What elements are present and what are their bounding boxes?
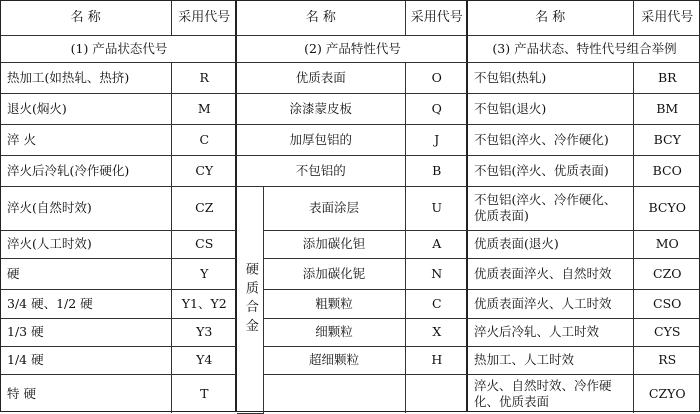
row-code: N — [405, 258, 468, 289]
row-name: 1/4 硬 — [1, 346, 171, 374]
row-name: 表面涂层 — [263, 186, 405, 230]
row-code: RS — [633, 346, 700, 374]
row-name: 添加碳化铌 — [263, 258, 405, 289]
panel-combination-examples — [467, 0, 700, 412]
row-name: 超细颗粒 — [263, 346, 405, 374]
row-name: 不包铝(退火) — [468, 93, 633, 124]
row-name: 优质表面淬火、自然时效 — [468, 258, 633, 289]
row-code: Y — [171, 258, 237, 289]
row-name: 加厚包铝的 — [237, 124, 405, 155]
panel-feature-codes — [236, 0, 467, 412]
row-name: 细颗粒 — [263, 318, 405, 346]
row-name: 不包铝(热轧) — [468, 62, 633, 93]
row-code: Q — [405, 93, 468, 124]
row-name: 1/3 硬 — [1, 318, 171, 346]
row-name: 淬火后冷轧、人工时效 — [468, 318, 633, 346]
row-name: 不包铝(淬火、优质表面) — [468, 155, 633, 186]
row-name: 热加工、人工时效 — [468, 346, 633, 374]
row-code: BR — [633, 62, 700, 93]
row-name: 添加碳化钽 — [263, 230, 405, 258]
row-name: 热加工(如热轧、热挤) — [1, 62, 171, 93]
row-code: CSO — [633, 289, 700, 318]
row-code: O — [405, 62, 468, 93]
group-label-hard-alloy: 硬质合金 — [237, 186, 263, 413]
row-name: 退火(焖火) — [1, 93, 171, 124]
row-name: 特 硬 — [1, 374, 171, 413]
row-name: 淬火(人工时效) — [1, 230, 171, 258]
row-name: 粗颗粒 — [263, 289, 405, 318]
row-name: 3/4 硬、1/2 硬 — [1, 289, 171, 318]
header-name: 名 称 — [1, 1, 171, 35]
empty-cell — [405, 374, 468, 413]
row-code: R — [171, 62, 237, 93]
section-title: (3) 产品状态、特性代号组合举例 — [468, 35, 700, 62]
header-code: 采用代号 — [633, 1, 700, 35]
row-code: A — [405, 230, 468, 258]
section-title: (1) 产品状态代号 — [1, 35, 237, 62]
row-code: T — [171, 374, 237, 413]
row-name: 不包铝的 — [237, 155, 405, 186]
panel-state-codes — [0, 0, 236, 412]
row-name: 淬火后冷轧(冷作硬化) — [1, 155, 171, 186]
row-code: M — [171, 93, 237, 124]
row-code: CS — [171, 230, 237, 258]
row-code: CZ — [171, 186, 237, 230]
row-code: J — [405, 124, 468, 155]
row-code: CZYO — [633, 374, 700, 413]
row-code: CY — [171, 155, 237, 186]
row-name: 不包铝(淬火、冷作硬化、优质表面) — [468, 186, 633, 230]
row-name: 淬火(自然时效) — [1, 186, 171, 230]
row-code: Y3 — [171, 318, 237, 346]
header-name: 名 称 — [468, 1, 633, 35]
row-name: 不包铝(淬火、冷作硬化) — [468, 124, 633, 155]
row-code: CZO — [633, 258, 700, 289]
row-code: BM — [633, 93, 700, 124]
section-title: (2) 产品特性代号 — [237, 35, 468, 62]
row-code: CYS — [633, 318, 700, 346]
row-code: Y1、Y2 — [171, 289, 237, 318]
row-code: C — [405, 289, 468, 318]
row-code: H — [405, 346, 468, 374]
row-code: B — [405, 155, 468, 186]
row-code: X — [405, 318, 468, 346]
row-code: Y4 — [171, 346, 237, 374]
row-name: 优质表面 — [237, 62, 405, 93]
header-code: 采用代号 — [171, 1, 237, 35]
header-code: 采用代号 — [405, 1, 468, 35]
row-name: 淬 火 — [1, 124, 171, 155]
row-name: 优质表面(退火) — [468, 230, 633, 258]
row-name: 硬 — [1, 258, 171, 289]
row-code: C — [171, 124, 237, 155]
row-name: 优质表面淬火、人工时效 — [468, 289, 633, 318]
row-code: U — [405, 186, 468, 230]
row-name: 涂漆蒙皮板 — [237, 93, 405, 124]
row-code: BCYO — [633, 186, 700, 230]
row-code: BCO — [633, 155, 700, 186]
header-name: 名 称 — [237, 1, 405, 35]
row-name: 淬火、自然时效、冷作硬化、优质表面 — [468, 374, 633, 413]
row-code: MO — [633, 230, 700, 258]
row-code: BCY — [633, 124, 700, 155]
empty-cell — [263, 374, 405, 413]
